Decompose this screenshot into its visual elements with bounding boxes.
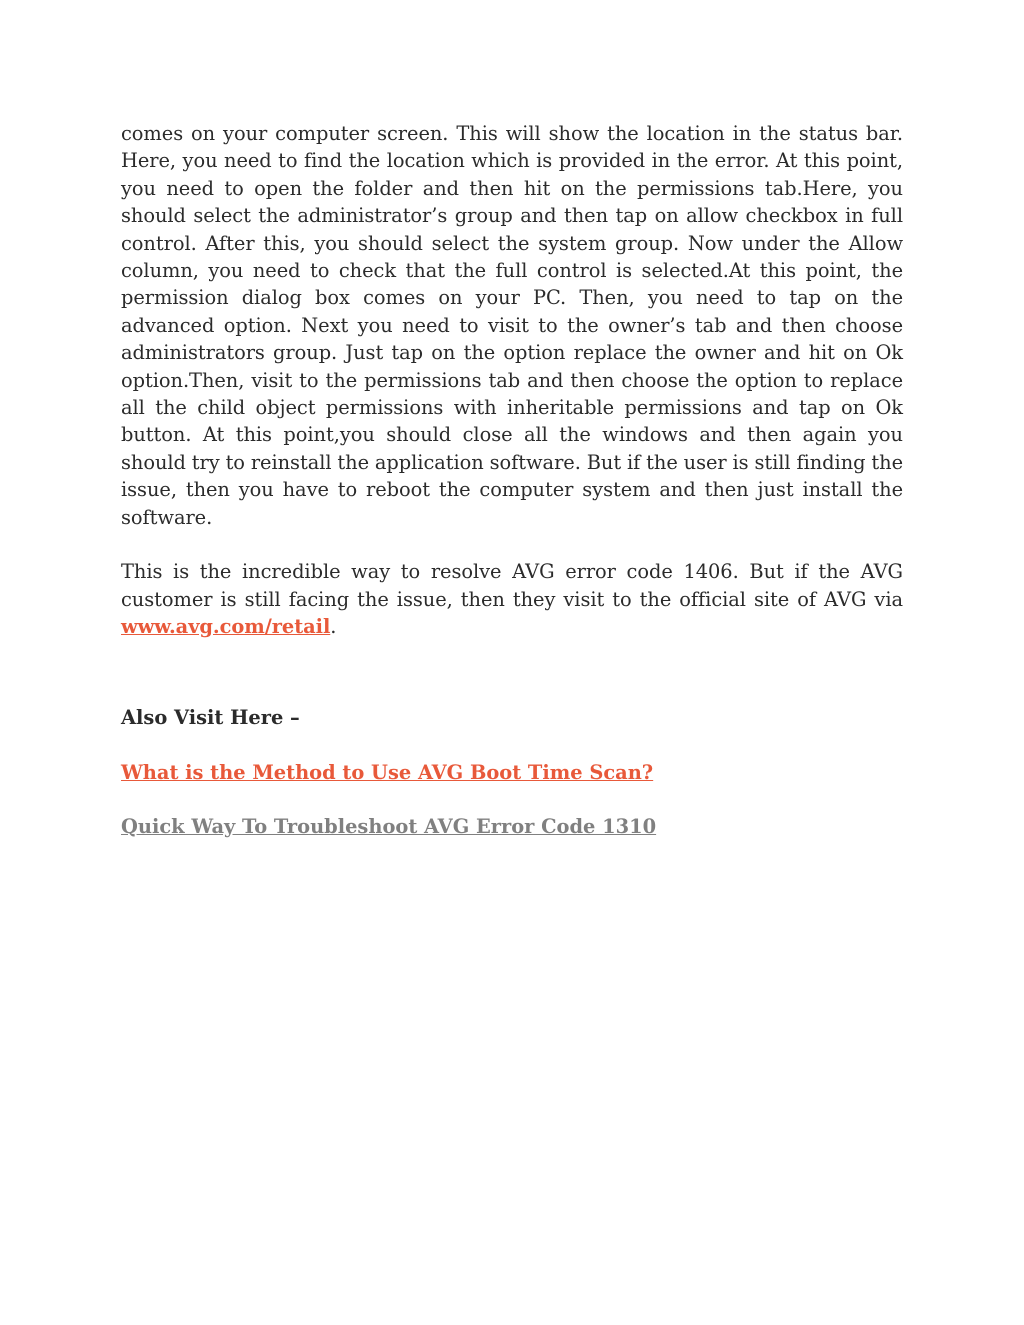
closing-paragraph: [121, 558, 903, 640]
also-visit-heading: Also Visit Here –: [121, 706, 300, 729]
article-body: [121, 120, 903, 640]
closing-paragraph-end: .: [330, 614, 337, 638]
body-paragraph: comes on your computer screen. This will show the location in the status bar. Here, you need to find the location which is provided in the error. At this point, you need to open the folder and then hit on the permissions tab.Here, you should select the administrator’s group and then tap on allow checkbox in full control. After this, you should select the system group. Now under the Allow column, you need to check that the full control is selected.At this point, the permission dialog box comes on your PC. Then, you need to tap on the advanced option. Next you need to visit to the owner’s tab and then choose administrators group. Just tap on the option replace the owner and hit on Ok option.Then, visit to the permissions tab and then choose the option to replace all the child object permissions with inheritable permissions and tap on Ok button. At this point,you should close all the windows and then again you should try to reinstall the application software. But if the user is still finding the issue, then you have to reboot the computer system and then just install the software.: [121, 122, 903, 529]
avg-retail-link[interactable]: www.avg.com/retail: [121, 614, 331, 638]
related-link-error-code-1310[interactable]: Quick Way To Troubleshoot AVG Error Code 1310: [121, 815, 657, 838]
related-link-boot-time-scan[interactable]: What is the Method to Use AVG Boot Time Scan?: [121, 761, 654, 784]
closing-paragraph-text: This is the incredible way to resolve AVG error code 1406. But if the AVG customer is still facing the issue, then they visit to the official site of AVG via: [121, 560, 903, 611]
